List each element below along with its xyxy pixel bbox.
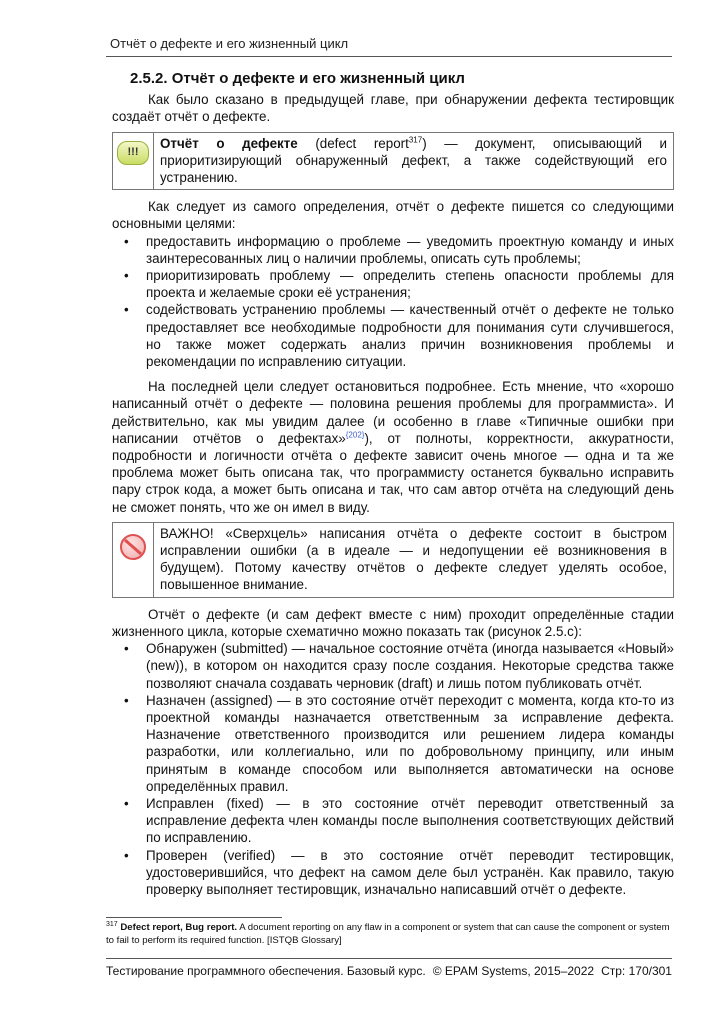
list-item: • Обнаружен (submitted) — начальное состояние отчёта (иногда называется «Новый» (new)), в котором он находится сразу после создания. Некоторые средства также позволяют сначала создавать черновик (draft) и лишь потом публиковать отчёт. bbox=[124, 641, 674, 691]
footer-copyright: © EPAM Systems, 2015–2022 bbox=[432, 964, 595, 978]
footnote-divider bbox=[106, 917, 282, 918]
footnote-term: Defect report, Bug report. bbox=[120, 922, 238, 933]
definition-body: ) — документ, описывающий и приоритизирующий обнаруженный дефект, а также содействующий его устранению. bbox=[160, 135, 668, 186]
bullet-icon: • bbox=[124, 233, 129, 249]
goals-intro: Как следует из самого определения, отчёт о дефекте пишется со следующими основными целями: bbox=[112, 199, 674, 232]
footer-page-number: Стр: 170/301 bbox=[601, 964, 672, 978]
important-box bbox=[112, 522, 674, 598]
important-icon-cell bbox=[113, 523, 154, 597]
page-footer bbox=[106, 964, 672, 978]
definition-icon-cell bbox=[113, 133, 154, 190]
bullet-icon: • bbox=[124, 641, 129, 657]
prohibition-icon bbox=[119, 533, 147, 561]
definition-box bbox=[112, 132, 674, 191]
important-text: ВАЖНО! «Сверхцель» написания отчёта о дефекте состоит в быстром исправлении ошибки (а в идеале — и недопущении её возникновения в будущем). Потому качеству отчётов о дефекте следует уделять особое, повышенное внимание. bbox=[160, 525, 667, 593]
list-item: • содействовать устранению проблемы — качественный отчёт о дефекте не только предоставляет все необходимые подробности для понимания сути случившегося, но также может содержать анализ причин возникновения проблемы и рекомендации по исправлению ситуации. bbox=[124, 302, 674, 370]
page-content bbox=[112, 70, 674, 898]
list-item: • Проверен (verified) — в это состояние отчёт переводит тестировщик, удостоверившийся, что дефект на самом деле был устранён. Как правило, такую проверку выполняет тестировщик, изначально написавший отчёт о дефекте. bbox=[124, 847, 674, 897]
goals-list bbox=[112, 233, 674, 371]
bullet-icon: • bbox=[124, 692, 129, 708]
definition-term-en: (defect report bbox=[297, 135, 409, 151]
section-number: 2.5.2. bbox=[130, 70, 168, 87]
bullet-icon: • bbox=[124, 847, 129, 863]
footnote bbox=[106, 922, 672, 947]
footnote-number: 317 bbox=[106, 920, 118, 928]
header-divider bbox=[106, 56, 672, 57]
list-item: • предоставить информацию о проблеме — уведомить проектную команду и иных заинтересованных лиц о наличии проблемы, описать суть проблемы; bbox=[124, 233, 674, 266]
list-item: • Назначен (assigned) — в это состояние отчёт переходит с момента, когда кто-то из проектной команды назначается ответственным за исправление дефекта. Назначение ответственного производится или решением лидера команды разработки, или коллегиально, или по добровольному принципу, или иным принятым в команде способом или выполняется автоматически на основе определённых правил. bbox=[124, 692, 674, 794]
bullet-icon: • bbox=[124, 268, 129, 284]
intro-paragraph: Как было сказано в предыдущей главе, при обнаружении дефекта тестировщик создаёт отчёт о дефекте. bbox=[112, 92, 674, 125]
bullet-icon: • bbox=[124, 795, 129, 811]
list-item: • Исправлен (fixed) — в это состояние отчёт переводит ответственный за исправление дефекта член команды после выполнения соответствующих действий по исправлению. bbox=[124, 795, 674, 846]
footer-divider bbox=[106, 958, 672, 959]
exclamation-icon: !!! bbox=[117, 141, 149, 165]
last-goal-paragraph: На последней цели следует остановиться подробнее. Есть мнение, что «хорошо написанный отчёт о дефекте — половина решения проблемы для программиста». И действительно, как мы увидим далее (и особенно в главе «Типичные ошибки при написании отчётов о дефектах»$^{\{202\}}$), от полноты, корректности, аккуратности, подробности и логичности отчёта о дефекте зависит очень многое — одна и та же проблема может быть описана так, что программисту останется буквально исправить пару строк кода, а может быть описана и так, что сам автор отчёта на следующий день не сможет понять, что же он имел в виду. bbox=[112, 379, 674, 515]
running-header: Отчёт о дефекте и его жизненный цикл bbox=[110, 36, 349, 51]
definition-term: Отчёт о дефекте bbox=[160, 135, 298, 151]
footnote-text: A document reporting on any flaw in a component or system that can cause the component or system to fail to perform its required function. [ISTQB Glossary] bbox=[106, 922, 670, 946]
list-item: • приоритизировать проблему — определить степень опасности проблемы для проекта и желаемые сроки её устранения; bbox=[124, 268, 674, 301]
section-title: Отчёт о дефекте и его жизненный цикл bbox=[171, 70, 465, 87]
lifecycle-stages-list bbox=[112, 640, 674, 898]
footnote-ref[interactable]: 317 bbox=[408, 135, 423, 145]
page-reference-link[interactable]: {202} bbox=[345, 430, 365, 440]
definition-text bbox=[154, 133, 673, 190]
lifecycle-intro: Отчёт о дефекте (и сам дефект вместе с ним) проходит определённые стадии жизненного цикла, которые схематично можно показать так (рисунок 2.5.c): bbox=[112, 606, 674, 639]
footer-book-title: Тестирование программного обеспечения. Базовый курс. bbox=[106, 964, 426, 978]
bullet-icon: • bbox=[124, 302, 129, 318]
section-heading bbox=[130, 70, 674, 87]
